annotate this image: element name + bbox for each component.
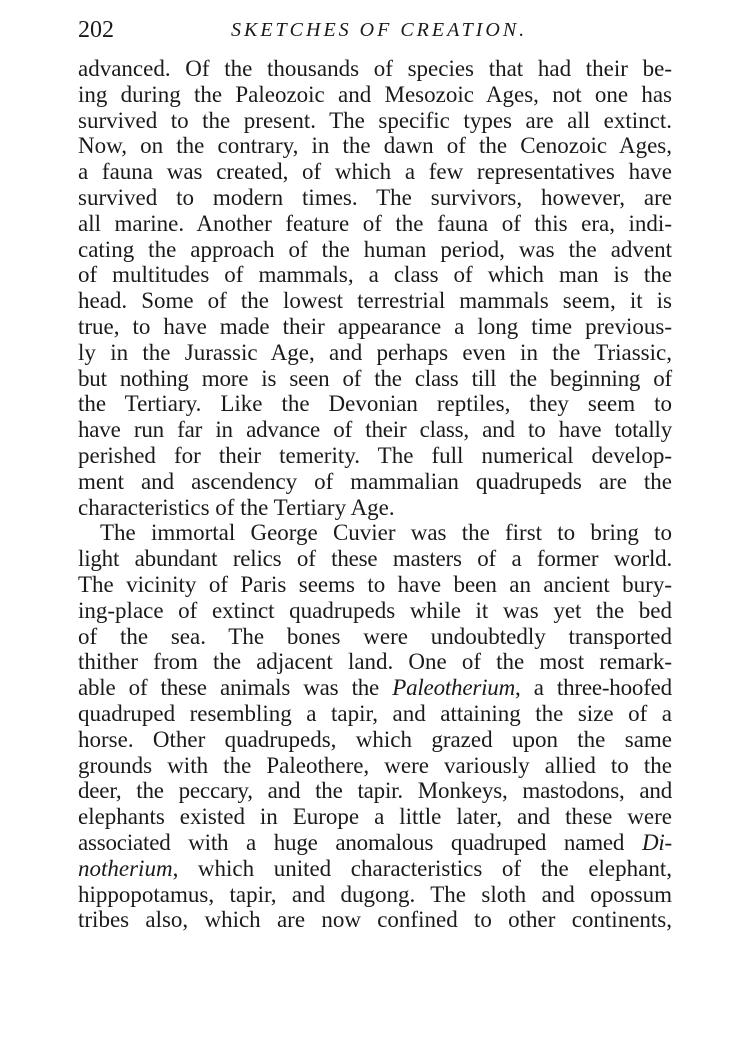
text-line: of multitudes of mammals, a class of which man is the [78, 262, 672, 288]
running-title: SKETCHES OF CREATION. [231, 19, 528, 41]
text-line: of the sea. The bones were undoubtedly transported [78, 623, 672, 649]
taxon-name: Di- [641, 829, 672, 855]
text-line: thither from the adjacent land. One of the most remark- [78, 649, 672, 675]
text-line: quadruped resembling a tapir, and attaining the size of a [78, 700, 672, 726]
text-line: true, to have made their appearance a long time previous- [78, 313, 672, 339]
text-segment: able of these animals was the [78, 675, 393, 701]
text-line: tribes also, which are now confined to other continents, [78, 907, 672, 933]
text-line: elephants existed in Europe a little later, and these were [78, 804, 672, 830]
text-line: hippopotamus, tapir, and dugong. The sloth and opossum [78, 881, 672, 907]
text-line: horse. Other quadrupeds, which grazed upon the same [78, 726, 672, 752]
running-head [78, 14, 672, 46]
text-line: survived to the present. The specific types are all extinct. [78, 107, 672, 133]
text-line: a fauna was created, of which a few representatives have [78, 159, 672, 185]
paragraph [78, 520, 672, 933]
text-line: ing-place of extinct quadrupeds while it was yet the bed [78, 597, 672, 623]
text-line: ly in the Jurassic Age, and perhaps even in the Triassic, [78, 339, 672, 365]
text-segment: , a three-hoofed [515, 675, 672, 701]
text-line: head. Some of the lowest terrestrial mammals seem, it is [78, 288, 672, 314]
text-line: light abundant relics of these masters of a former world. [78, 546, 672, 572]
text-line: The vicinity of Paris seems to have been an ancient bury- [78, 571, 672, 597]
text-segment: , which united characteristics of the elephant, [172, 855, 672, 881]
text-line [78, 856, 672, 882]
text-line: ment and ascendency of mammalian quadrupeds are the [78, 468, 672, 494]
text-line: have run far in advance of their class, and to have totally [78, 417, 672, 443]
text-line: all marine. Another feature of the fauna of this era, indi- [78, 210, 672, 236]
text-line: ing during the Paleozoic and Mesozoic Ages, not one has [78, 81, 672, 107]
text-line: perished for their temerity. The full numerical develop- [78, 442, 672, 468]
text-line: Now, on the contrary, in the dawn of the Cenozoic Ages, [78, 133, 672, 159]
text-line: characteristics of the Tertiary Age. [78, 494, 395, 520]
text-line [78, 675, 672, 701]
text-line: advanced. Of the thousands of species that had their be- [78, 56, 672, 81]
text-line [78, 830, 672, 856]
text-line: The immortal George Cuvier was the first to bring to [100, 520, 672, 546]
taxon-name: Paleotherium [392, 675, 516, 701]
paragraph [78, 56, 672, 520]
text-segment: associated with a huge anomalous quadruped named [78, 829, 642, 855]
body-text [78, 56, 672, 933]
text-line: the Tertiary. Like the Devonian reptiles, they seem to [78, 391, 672, 417]
text-line: survived to modern times. The survivors, however, are [78, 184, 672, 210]
page-number: 202 [78, 17, 114, 43]
taxon-name: notherium [78, 855, 173, 881]
text-line: but nothing more is seen of the class till the beginning of [78, 365, 672, 391]
text-line: cating the approach of the human period, was the advent [78, 236, 672, 262]
text-line: grounds with the Paleothere, were variously allied to the [78, 752, 672, 778]
text-line: deer, the peccary, and the tapir. Monkeys, mastodons, and [78, 778, 672, 804]
